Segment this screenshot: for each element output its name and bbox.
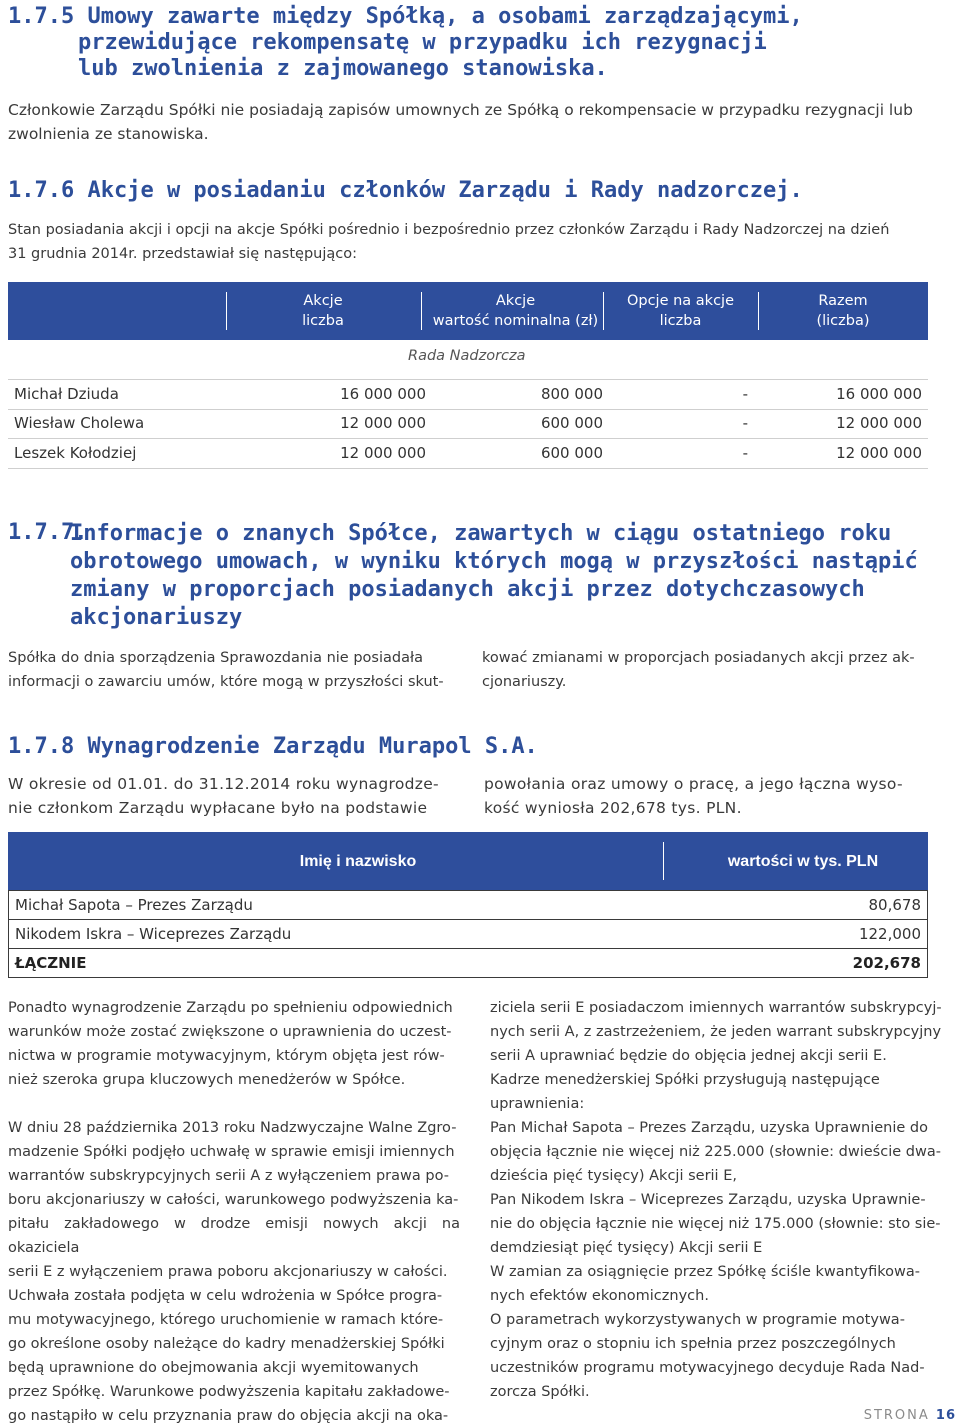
paragraph-line: zwolnienia ze stanowiska.	[8, 125, 209, 143]
paragraph-line: Spółka do dnia sporządzenia Sprawozdania nie posiadała	[8, 650, 423, 666]
header-value: wartości w tys. PLN	[727, 853, 879, 870]
paragraph-line: W okresie od 01.01. do 31.12.2014 roku wynagrodze-	[8, 775, 439, 793]
heading-line: Informacje o znanych Spółce, zawartych w ciągu ostatniego roku	[70, 521, 892, 546]
table-row	[9, 920, 927, 949]
row-shares: 16 000 000	[340, 385, 426, 403]
heading-line: przewidujące rekompensatę w przypadku ich rezygnacji	[78, 30, 767, 55]
paragraph-line: powołania oraz umowy o pracę, a jego łączna wyso-	[484, 775, 903, 793]
paragraph-line: kość wyniosła 202,678 tys. PLN.	[484, 799, 742, 817]
paragraph-line: cyjnym oraz o stopniu ich spełnia przez poszczególnych	[490, 1336, 896, 1352]
heading-line: obrotowego umowach, w wyniku których mogą w przyszłości nastąpić	[70, 549, 918, 574]
paragraph-line: ziciela serii E posiadaczom imiennych warrantów subskrypcyj-	[490, 1000, 942, 1016]
paragraph-line: Pan Michał Sapota – Prezes Zarządu, uzyska Uprawnienie do	[490, 1120, 928, 1136]
table-total-row	[9, 949, 927, 977]
bottom-right-column	[490, 996, 942, 1404]
paragraph-line: go określone osoby należące do kadry menadżerskiej Spółki	[8, 1336, 445, 1352]
row-nominal: 600 000	[540, 414, 603, 432]
paragraph-line: go nastąpiło w celu przyznania praw do objęcia akcji na oka-	[8, 1408, 449, 1424]
paragraph-line: demdziesiąt pięć tysięcy) Akcji serii E	[490, 1240, 763, 1256]
paragraph-line: kować zmianami w proporcjach posiadanych akcji przez ak-	[482, 650, 915, 666]
section-1-7-7-right-column	[482, 646, 942, 694]
paragraph-line: nictwa w programie motywacyjnym, którym objęta jest rów-	[8, 1048, 445, 1064]
row-name: Michał Sapota – Prezes Zarządu	[15, 896, 253, 914]
row-total: 12 000 000	[836, 414, 922, 432]
header-separator	[758, 292, 759, 330]
row-nominal: 800 000	[540, 385, 603, 403]
paragraph-line: Uchwała została podjęta w celu wdrożenia w Spółce progra-	[8, 1288, 443, 1304]
heading-line: 1.7.5 Umowy zawarte między Spółką, a osobami zarządzającymi,	[8, 4, 803, 29]
row-nominal: 600 000	[540, 444, 603, 462]
paragraph-line: Stan posiadania akcji i opcji na akcje Spółki pośrednio i bezpośrednio przez członków Zarządu i Rady Nadzorczej na dzień	[8, 222, 890, 238]
paragraph-line: Pan Nikodem Iskra – Wiceprezes Zarządu, uzyska Uprawnie-	[490, 1192, 926, 1208]
paragraph-line	[8, 1092, 460, 1116]
header-options: Opcje na akcje liczba	[626, 293, 735, 329]
table-row	[8, 379, 928, 410]
paragraph-line: uprawnienia:	[490, 1096, 585, 1112]
header-separator	[226, 292, 227, 330]
row-name: Michał Dziuda	[14, 385, 119, 403]
header-name: Imię i nazwisko	[299, 853, 417, 870]
section-1-7-6-heading: 1.7.6 Akcje w posiadaniu członków Zarządu i Rady nadzorczej.	[8, 178, 803, 203]
paragraph-line: 31 grudnia 2014r. przedstawiał się następująco:	[8, 246, 357, 262]
header-nominal-value: Akcje wartość nominalna (zł)	[432, 293, 599, 329]
bottom-left-column	[8, 996, 460, 1428]
paragraph-line: Ponadto wynagrodzenie Zarządu po spełnieniu odpowiednich	[8, 1000, 453, 1016]
paragraph-line: boru akcjonariuszy w całości, warunkowego podwyższenia ka-	[8, 1192, 459, 1208]
row-options: -	[742, 385, 748, 403]
row-value: 122,000	[858, 925, 921, 943]
row-name: Wiesław Cholewa	[14, 414, 145, 432]
row-name: Nikodem Iskra – Wiceprezes Zarządu	[15, 925, 292, 943]
paragraph-line: pitału zakładowego w drodze emisji nowych akcji na okaziciela	[8, 1216, 460, 1256]
group-label-supervisory-board: Rada Nadzorcza	[408, 348, 526, 364]
heading-line: akcjonariuszy	[70, 605, 243, 630]
section-1-7-6-paragraph	[8, 218, 953, 266]
row-options: -	[742, 444, 748, 462]
table-row	[8, 439, 928, 469]
paragraph-line: Kadrze menedżerskiej Spółki przysługują następujące	[490, 1072, 880, 1088]
row-total: 16 000 000	[836, 385, 922, 403]
page-number: 16	[935, 1408, 956, 1423]
salary-table-header	[8, 832, 928, 890]
row-total: 12 000 000	[836, 444, 922, 462]
row-shares: 12 000 000	[340, 414, 426, 432]
section-1-7-8-left-column	[8, 772, 460, 820]
section-1-7-8-right-column	[484, 772, 944, 820]
section-1-7-5-paragraph	[8, 98, 953, 146]
paragraph-line: uczestników programu motywacyjnego decyduje Rada Nad-	[490, 1360, 925, 1376]
heading-text	[70, 520, 950, 632]
paragraph-line: zorcza Spółki.	[490, 1384, 590, 1400]
paragraph-line: objęcia łącznie nie więcej niż 225.000 (słownie: dwieście dwa-	[490, 1144, 941, 1160]
row-name: Leszek Kołodziej	[14, 444, 137, 462]
paragraph-line: nych efektów ekonomicznych.	[490, 1288, 709, 1304]
paragraph-line: nież szeroka grupa kluczowych menedżerów w Spółce.	[8, 1072, 406, 1088]
row-value: 80,678	[868, 896, 921, 914]
paragraph-line: przez Spółkę. Warunkowe podwyższenia kapitału zakładowe-	[8, 1384, 450, 1400]
paragraph-line: W zamian za osiągnięcie przez Spółkę ściśle kwantyfikowa-	[490, 1264, 920, 1280]
section-1-7-7-left-column	[8, 646, 460, 694]
heading-line: zmiany w proporcjach posiadanych akcji przez dotychczasowych	[70, 577, 865, 602]
paragraph-line: warrantów subskrypcyjnych serii A z wyłączeniem prawa po-	[8, 1168, 449, 1184]
header-total: Razem (liczba)	[816, 293, 870, 329]
section-1-7-8-heading: 1.7.8 Wynagrodzenie Zarządu Murapol S.A.	[8, 734, 538, 759]
paragraph-line: Członkowie Zarządu Spółki nie posiadają zapisów umownych ze Spółką o rekompensacie w przypadku rezygnacji lub	[8, 101, 913, 119]
section-1-7-5-heading	[8, 4, 948, 82]
total-value: 202,678	[852, 954, 921, 972]
header-separator	[663, 842, 664, 880]
heading-line: lub zwolnienia z zajmowanego stanowiska.	[78, 56, 608, 81]
paragraph-line: nych serii A, z zastrzeżeniem, że jeden warrant subskrypcyjny	[490, 1024, 942, 1040]
footer-label: STRONA	[863, 1408, 930, 1423]
total-label: ŁĄCZNIE	[15, 954, 87, 972]
paragraph-line: madzenie Spółki podjęło uchwałę w sprawie emisji imiennych	[8, 1144, 455, 1160]
row-shares: 12 000 000	[340, 444, 426, 462]
shares-table-header	[8, 282, 928, 340]
paragraph-line: O parametrach wykorzystywanych w programie motywa-	[490, 1312, 905, 1328]
paragraph-line: cjonariuszy.	[482, 674, 567, 690]
paragraph-line: warunków może zostać zwiększone o uprawnienia do uczest-	[8, 1024, 452, 1040]
table-row	[9, 891, 927, 920]
paragraph-line: dzieścia pięć tysięcy) Akcji serii E,	[490, 1168, 737, 1184]
page-footer	[864, 1408, 956, 1423]
paragraph-line: W dniu 28 października 2013 roku Nadzwyczajne Walne Zgro-	[8, 1120, 457, 1136]
paragraph-line: nie członkom Zarządu wypłacane było na podstawie	[8, 799, 428, 817]
header-separator	[421, 292, 422, 330]
row-options: -	[742, 414, 748, 432]
paragraph-line: serii A uprawniać będzie do objęcia jednej akcji serii E.	[490, 1048, 887, 1064]
paragraph-line: nie do objęcia łącznie nie więcej niż 175.000 (słownie: sto sie-	[490, 1216, 941, 1232]
paragraph-line: będą uprawnione do obejmowania akcji wyemitowanych	[8, 1360, 419, 1376]
table-row	[8, 409, 928, 439]
paragraph-line: mu motywacyjnego, którego uruchomienie w ramach które-	[8, 1312, 444, 1328]
paragraph-line: serii E z wyłączeniem prawa poboru akcjonariuszy w całości.	[8, 1264, 448, 1280]
section-number: 1.7.7.	[8, 520, 88, 545]
salary-table-body	[8, 890, 928, 978]
header-shares-count: Akcje liczba	[302, 293, 344, 329]
header-separator	[603, 292, 604, 330]
paragraph-line: informacji o zawarciu umów, które mogą w przyszłości skut-	[8, 674, 444, 690]
